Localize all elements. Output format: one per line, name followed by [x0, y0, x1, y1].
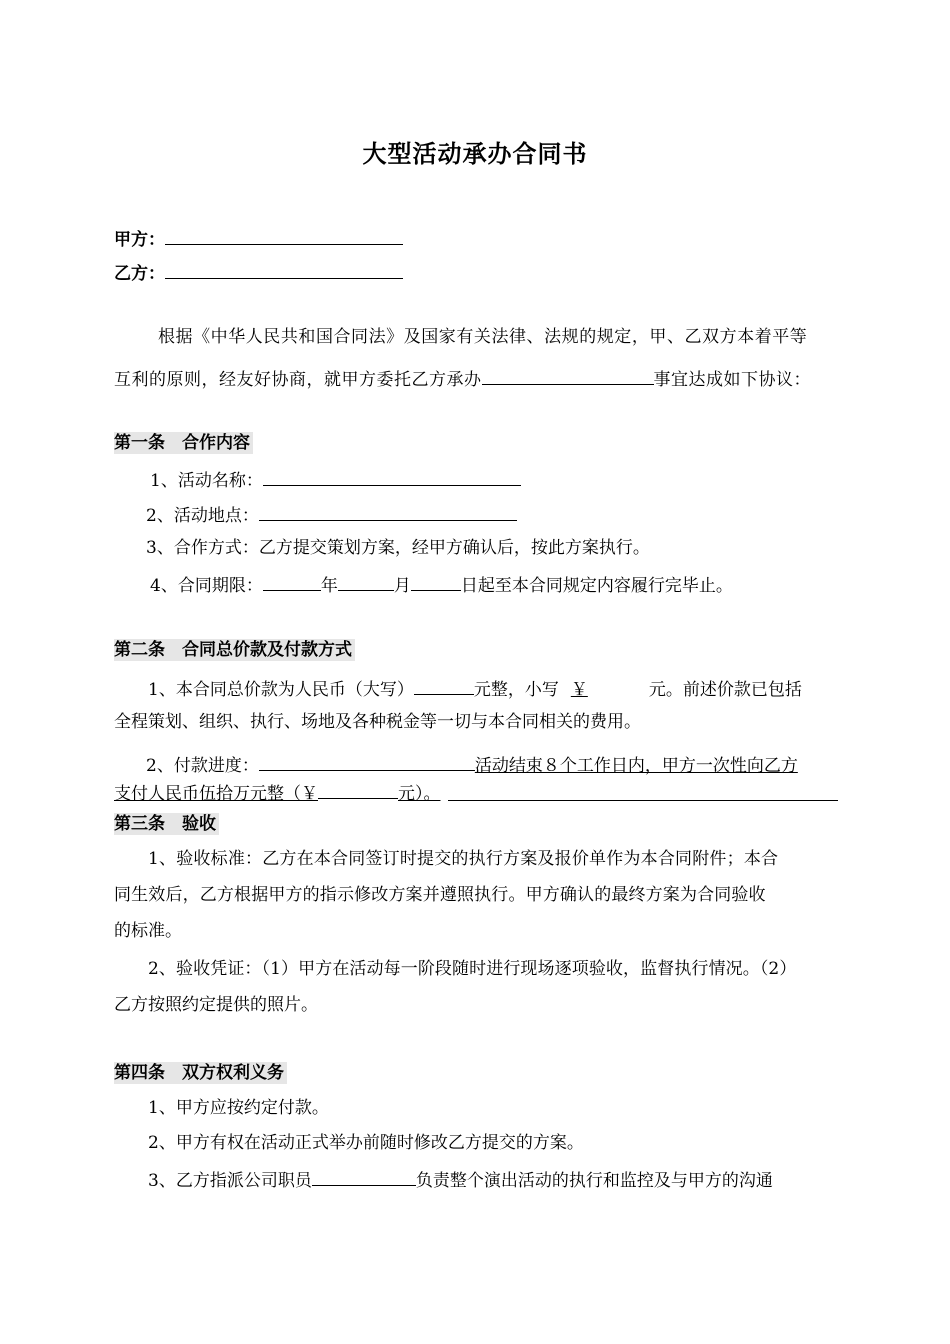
- article2-heading: 第二条 合同总价款及付款方式: [114, 639, 355, 661]
- article1-item2: [146, 502, 517, 527]
- article3-item2-line2: 乙方按照约定提供的照片。: [114, 995, 318, 1015]
- article1-heading: 第一条 合作内容: [114, 432, 253, 454]
- intro-line-2-suffix: 事宜达成如下协议：: [653, 370, 811, 390]
- price-words-label: 1、本合同总价款为人民币（大写）: [148, 680, 414, 700]
- yen-sign: ￥: [570, 680, 588, 700]
- term-year-label: 年: [320, 576, 338, 596]
- activity-location-label: 2、活动地点：: [146, 506, 259, 526]
- article3-item1-line2: 同生效后，乙方根据甲方的指示修改方案并遵照执行。甲方确认的最终方案为合同验收: [114, 885, 766, 905]
- payment-amount-tail: 元）。: [398, 784, 441, 804]
- price-yuan-label: 元整，小写: [473, 680, 559, 700]
- party-a-label: 甲方：: [114, 230, 165, 250]
- article3-item1-line3: 的标准。: [114, 921, 182, 941]
- article3-item1-line1: 1、验收标准：乙方在本合同签订时提交的执行方案及报价单作为本合同附件；本合: [148, 849, 779, 869]
- party-b-line: [114, 260, 403, 285]
- term-label: 4、合同期限：: [150, 576, 263, 596]
- term-month-blank[interactable]: [338, 572, 394, 591]
- payment-amount-blank[interactable]: [318, 780, 398, 799]
- article1-item4: [150, 572, 733, 597]
- intro-line-2: [114, 366, 811, 391]
- payment-progress-blank[interactable]: [259, 752, 475, 771]
- article2-item1-line2: 全程策划、组织、执行、场地及各种税金等一切与本合同相关的费用。: [114, 712, 641, 732]
- activity-name-label: 1、活动名称：: [150, 471, 263, 491]
- article3-heading: 第三条 验收: [114, 813, 219, 835]
- article4-item3: [148, 1167, 773, 1192]
- party-a-line: [114, 226, 403, 251]
- price-words-blank[interactable]: [414, 676, 474, 695]
- intro-line-2-prefix: 互利的原则，经友好协商，就甲方委托乙方承办: [114, 370, 482, 390]
- intro-line-1: 根据《中华人民共和国合同法》及国家有关法律、法规的规定，甲、乙双方本着平等: [158, 327, 808, 347]
- term-month-label: 月: [393, 576, 411, 596]
- price-tail: 元。前述价款已包括: [648, 680, 802, 700]
- article1-item3: 3、合作方式：乙方提交策划方案，经甲方确认后，按此方案执行。: [146, 538, 650, 558]
- price-figures-blank[interactable]: [559, 679, 649, 701]
- activity-name-blank[interactable]: [263, 467, 521, 486]
- article2-item1: [148, 676, 802, 701]
- party-b-label: 乙方：: [114, 264, 165, 284]
- payment-progress-label: 2、付款进度：: [146, 756, 259, 776]
- term-year-blank[interactable]: [263, 572, 321, 591]
- article2-item2-line2: [114, 780, 441, 805]
- term-suffix: 日起至本合同规定内容履行完毕止。: [460, 576, 733, 596]
- article2-item2: [146, 752, 798, 777]
- party-a-blank[interactable]: [165, 226, 403, 245]
- staff-name-blank[interactable]: [312, 1167, 416, 1186]
- staff-duty-text: 负责整个演出活动的执行和监控及与甲方的沟通: [415, 1171, 773, 1191]
- payment-progress-text: 活动结束８个工作日内，甲方一次性向乙方: [474, 756, 798, 776]
- article1-item1: [150, 467, 521, 492]
- article4-heading: 第四条 双方权利义务: [114, 1062, 287, 1084]
- activity-location-blank[interactable]: [259, 502, 517, 521]
- staff-label: 3、乙方指派公司职员: [148, 1171, 312, 1191]
- payment-amount-text: 支付人民币伍拾万元整（￥: [114, 784, 318, 804]
- event-matter-blank[interactable]: [482, 366, 654, 385]
- article3-item2-line1: 2、验收凭证：（1）甲方在活动每一阶段随时进行现场逐项验收，监督执行情况。（2）: [148, 959, 797, 979]
- article4-item1: 1、甲方应按约定付款。: [148, 1098, 329, 1118]
- term-day-blank[interactable]: [411, 572, 461, 591]
- article4-item2: 2、甲方有权在活动正式举办前随时修改乙方提交的方案。: [148, 1133, 584, 1153]
- page-title: 大型活动承办合同书: [362, 140, 588, 168]
- payment-line-rule: [448, 800, 838, 801]
- party-b-blank[interactable]: [165, 260, 403, 279]
